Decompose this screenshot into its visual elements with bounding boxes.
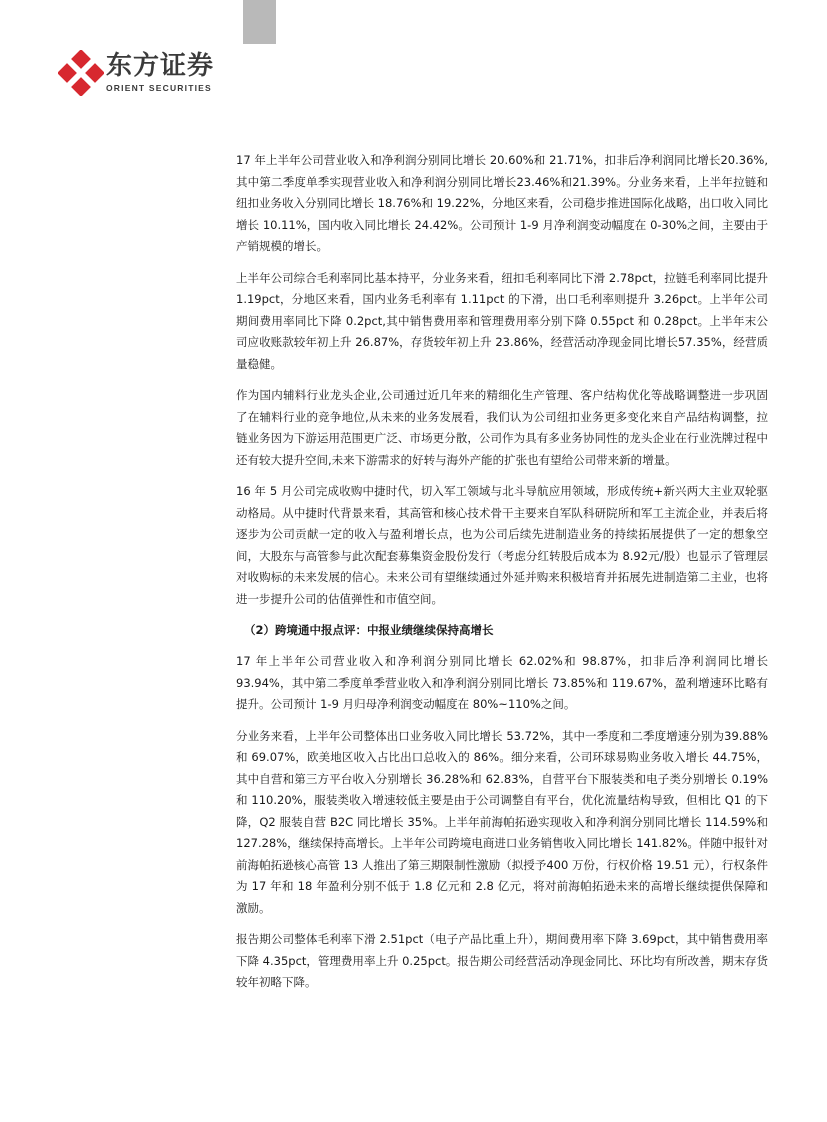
company-logo [58, 50, 228, 100]
paragraph: 17 年上半年公司营业收入和净利润分别同比增长 20.60%和 21.71%，扣非后净利润同比增长20.36%,其中第二季度单季实现营业收入和净利润分别同比增长23.46%和21.39%。分业务来看，上半年拉链和纽扣业务收入分别同比增长 18.76%和 19.22%，分地区来看，公司稳步推进国际化战略，出口收入同比增长 10.11%，国内收入同比增长 24.42%。公司预计 1-9 月净利润变动幅度在 0-30%之间，主要由于产销规模的增长。 [236, 153, 769, 253]
header-decor-bar [243, 0, 276, 44]
section-heading: （2）跨境通中报点评：中报业绩继续保持高增长 [244, 623, 494, 637]
report-body [236, 150, 768, 1004]
orient-securities-logo-icon [58, 50, 104, 96]
paragraph: 上半年公司综合毛利率同比基本持平，分业务来看，纽扣毛利率同比下滑 2.78pct，拉链毛利率同比提升 1.19pct，分地区来看，国内业务毛利率有 1.11pct 的下滑，出口毛利率则提升 3.26pct。上半年公司期间费用率同比下降 0.2pct,其中销售费用率和管理费用率分别下降 0.55pct 和 0.28pct。上半年末公司应收账款较年初上升 26.87%，存货较年初上升 23.86%，经营活动净现金同比增长57.35%，经营质量稳健。 [236, 270, 768, 371]
paragraph: 17 年上半年公司营业收入和净利润分别同比增长 62.02%和 98.87%，扣非后净利润同比增长93.94%，其中第二季度单季营业收入和净利润分别同比增长 73.85%和 119.67%，盈利增速环比略有提升。公司预计 1-9 月归母净利润变动幅度在 80%~110%之间。 [236, 654, 768, 711]
logo-chinese-name: 东方证券 [106, 51, 215, 81]
paragraph: 16 年 5 月公司完成收购中捷时代，切入军工领域与北斗导航应用领域，形成传统+新兴两大主业双轮驱动格局。从中捷时代背景来看，其高管和核心技术骨干主要来自军队科研院所和军工主流企业，并表后将逐步为公司贡献一定的收入与盈利增长点，也为公司后续先进制造业务的持续拓展提供了一定的想象空间，大股东与高管参与此次配套募集资金股份发行（考虑分红转股后成本为 8.92元/股）也显示了管理层对收购标的未来发展的信心。未来公司有望继续通过外延并购来积极培育并拓展先进制造第二主业，也将进一步提升公司的估值弹性和市值空间。 [236, 484, 768, 606]
logo-english-name: ORIENT SECURITIES [106, 83, 212, 93]
paragraph: 分业务来看，上半年公司整体出口业务收入同比增长 53.72%，其中一季度和二季度增速分别为39.88%和 69.07%，欧美地区收入占比出口总收入的 86%。细分来看，公司环球易购业务收入增长 44.75%，其中自营和第三方平台收入分别增长 36.28%和 62.83%，自营平台下服装类和电子类分别增长 0.19%和 110.20%，服装类收入增速较低主要是由于公司调整自有平台，优化流量结构导致，但相比 Q1 的下降，Q2 服装自营 B2C 同比增长 35%。上半年前海帕拓逊实现收入和净利润分别同比增长 114.59%和 127.28%，继续保持高增长。上半年公司跨境电商进口业务销售收入同比增长 141.82%。伴随中报针对前海帕拓逊核心高管 13 人推出了第三期限制性激励（拟授予400 万份，行权价格 19.51 元），行权条件为 17 年和 18 年盈利分别不低于 1.8 亿元和 2.8 亿元，将对前海帕拓逊未来的高增长继续提供保障和激励。 [236, 728, 768, 915]
paragraph: 报告期公司整体毛利率下滑 2.51pct（电子产品比重上升），期间费用率下降 3.69pct，其中销售费用率下降 4.35pct，管理费用率上升 0.25pct。报告期公司经营活动净现金同比、环比均有所改善，期末存货较年初略下降。 [236, 932, 768, 989]
paragraph: 作为国内辅料行业龙头企业,公司通过近几年来的精细化生产管理、客户结构优化等战略调整进一步巩固了在辅料行业的竞争地位,从未来的业务发展看，我们认为公司纽扣业务更多变化来自产品结构调整，拉链业务因为下游运用范围更广泛、市场更分散，公司作为具有多业务协同性的龙头企业在行业洗牌过程中还有较大提升空间,未来下游需求的好转与海外产能的扩张也有望给公司带来新的增量。 [236, 388, 768, 467]
